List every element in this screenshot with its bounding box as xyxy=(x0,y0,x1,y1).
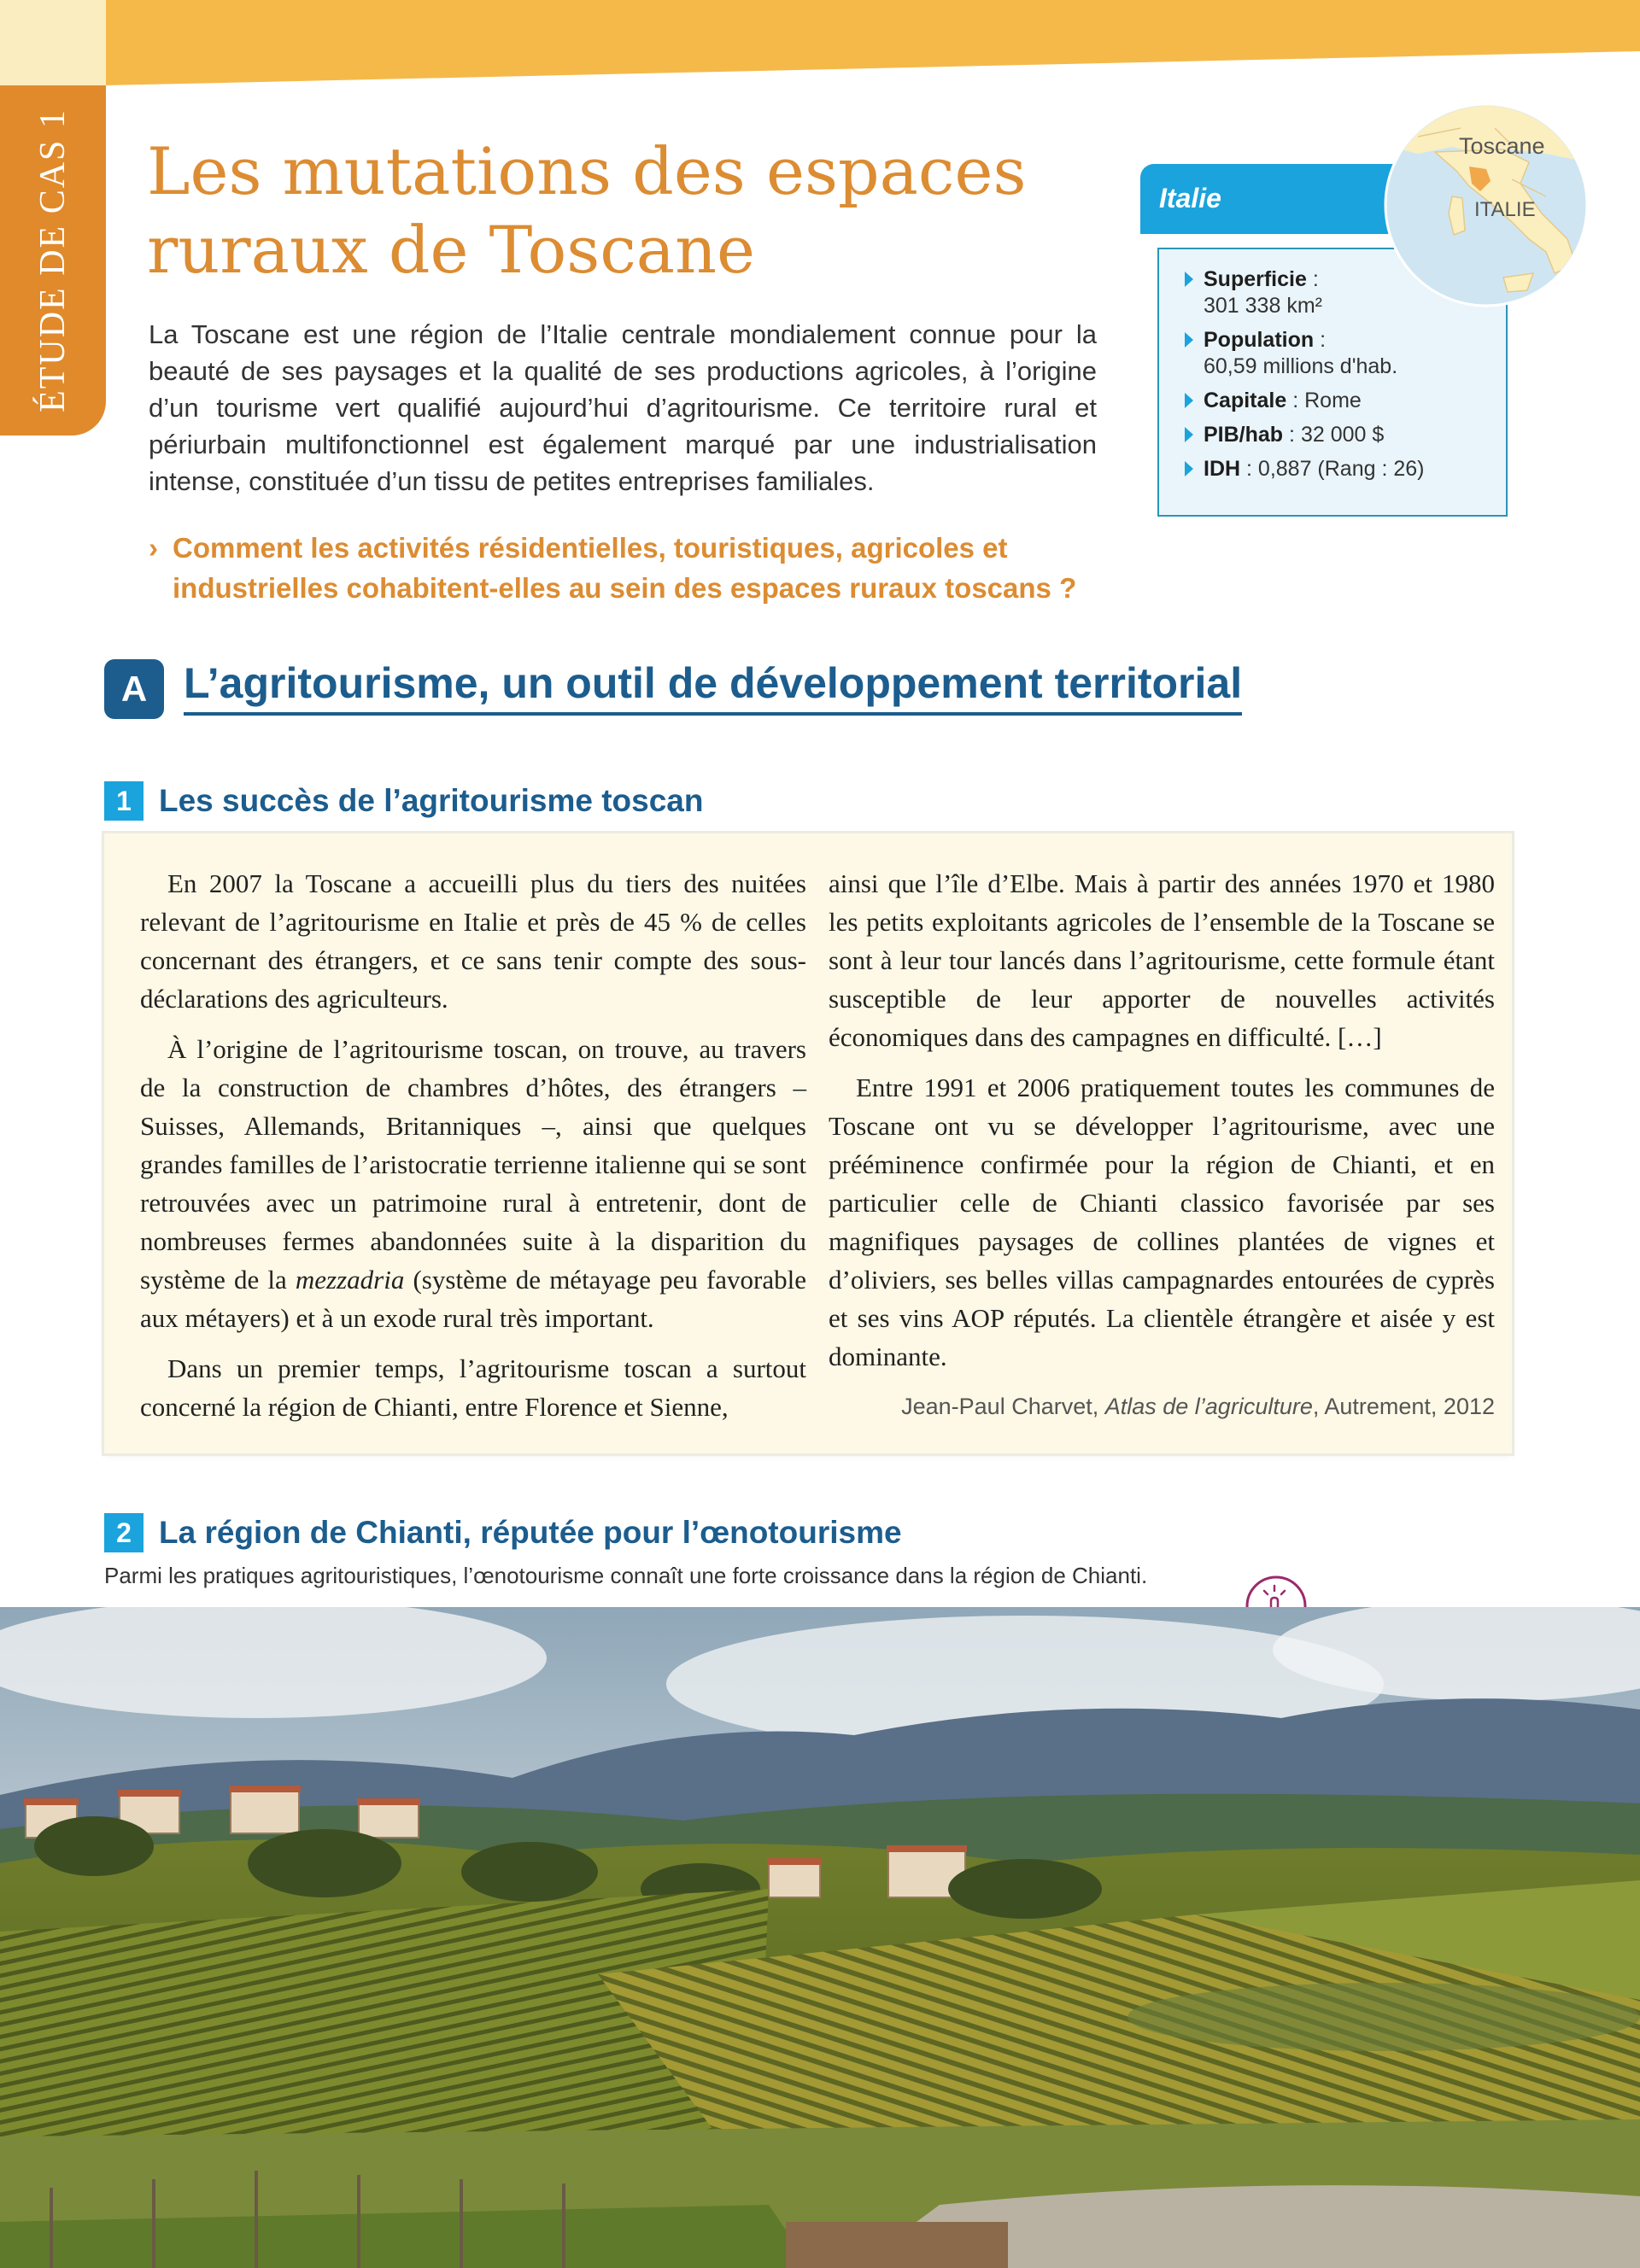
paragraph: En 2007 la Toscane a accueilli plus du tiers des nuitées relevant de l’agritourisme en Italie et près de 45 % de celles concernant des étrangers, et ce sans tenir compte des sous-déclarations des agriculteurs. xyxy=(140,868,806,1014)
paragraph: Entre 1991 et 2006 pratiquement toutes les communes de Toscane ont vu se développer l’agritourisme, avec une prééminence confirmée pour la région de Chianti, et en particulier celle de Chianti classico favorisée par ses magnifiques paysages de collines plantées de vignes et d’oliviers, ses belles villas campagnardes entourées de cyprès et ses vins AOP réputés. La clientèle étrangère et aisée y est dominante. xyxy=(829,1073,1495,1371)
map-label-italie: ITALIE xyxy=(1474,198,1536,221)
chianti-vineyard-photo xyxy=(0,1607,1640,2268)
fact-label: IDH xyxy=(1204,457,1241,481)
paragraph: À l’origine de l’agritourisme toscan, on trouve, au travers de la construction de chambres d’hôtes, des étrangers – Suisses, Allemands, Britanniques –, ainsi que quelques grandes familles de l’aristocratie terrienne italienne qui se sont retrouvées avec un patrimoine rural à entretenir, dont de nombreuses fermes abandonnées suite à la disparition du système de la mezzadria (système de métayage peu favorable aux métayers) et à un exode rural très important. xyxy=(140,1034,807,1333)
case-study-label: ÉTUDE DE CAS 1 xyxy=(33,108,73,412)
doc-title: Les succès de l’agritourisme toscan xyxy=(159,783,704,818)
italy-locator-map xyxy=(1384,102,1589,307)
text-column-left xyxy=(140,864,806,1438)
fact-label: Capitale xyxy=(1204,389,1287,412)
paragraph: Dans un premier temps, l’agritourisme toscan a surtout concerné la région de Chianti, entre Florence et Sienne, xyxy=(140,1353,806,1422)
section-title: L’agritourisme, un outil de développement territorial xyxy=(184,658,1242,716)
doc-number: 1 xyxy=(104,781,144,821)
page-title: Les mutations des espaces ruraux de Toscane xyxy=(147,133,1027,288)
italic-term: mezzadria xyxy=(295,1265,405,1295)
bullet-triangle-icon xyxy=(1185,427,1193,442)
fact-box-header xyxy=(1140,164,1422,234)
fact-label: PIB/hab xyxy=(1204,423,1284,447)
source-citation: Jean-Paul Charvet, Atlas de l’agriculture, Autrement, 2012 xyxy=(901,1394,1495,1419)
problem-question xyxy=(149,528,1097,608)
map-label-toscane: Toscane xyxy=(1459,133,1545,159)
fact-item-population: Population : 60,59 millions d'hab. xyxy=(1185,327,1496,380)
fact-value: 32 000 $ xyxy=(1300,423,1385,447)
fact-value: 60,59 millions d'hab. xyxy=(1204,354,1398,378)
bullet-triangle-icon xyxy=(1185,393,1193,408)
paragraph: ainsi que l’île d’Elbe. Mais à partir des années 1970 et 1980 les petits exploitants agricoles de l’ensemble de la Toscane se sont à leur tour lancés dans l’agritourisme, cette formule étant susceptible de leur apporter de nouvelles activités économiques dans des campagnes en difficulté. […] xyxy=(829,868,1495,1052)
document-text-box xyxy=(104,833,1512,1453)
fact-label: Population xyxy=(1204,328,1315,352)
source-work: Atlas de l’agriculture xyxy=(1104,1394,1313,1419)
doc-caption: Parmi les pratiques agritouristiques, l’œnotourisme connaît une forte croissance dans la région de Chianti. xyxy=(104,1563,1148,1588)
bullet-triangle-icon xyxy=(1185,461,1193,476)
bullet-triangle-icon xyxy=(1185,332,1193,348)
fact-label: Superficie xyxy=(1204,267,1307,291)
fact-item-pib: PIB/hab : 32 000 $ xyxy=(1185,422,1496,448)
fact-value: 301 338 km² xyxy=(1204,294,1322,318)
fact-item-idh: IDH : 0,887 (Rang : 26) xyxy=(1185,456,1496,482)
fact-box-title: Italie xyxy=(1159,183,1221,213)
top-banner xyxy=(0,0,1640,85)
text-column-right xyxy=(829,864,1495,1426)
chevron-right-icon: › xyxy=(149,532,158,564)
fact-value: 0,887 (Rang : 26) xyxy=(1257,457,1425,481)
case-study-tab xyxy=(0,85,106,435)
fact-value: Rome xyxy=(1304,389,1362,412)
doc-number: 2 xyxy=(104,1513,144,1552)
fact-item-capitale: Capitale : Rome xyxy=(1185,388,1496,414)
question-text: Comment les activités résidentielles, touristiques, agricoles et industrielles cohabitent-elles au sein des espaces ruraux toscans ? xyxy=(173,532,1077,604)
doc-title: La région de Chianti, réputée pour l’œnotourisme xyxy=(159,1515,902,1550)
fact-item-superficie: Superficie : 301 338 km² xyxy=(1185,266,1496,319)
bullet-triangle-icon xyxy=(1185,272,1193,287)
section-badge: A xyxy=(104,659,164,719)
intro-paragraph: La Toscane est une région de l’Italie centrale mondialement connue pour la beauté de ses paysages et la qualité de ses productions agricoles, à l’origine d’un tourisme vert qualifié aujourd’hui d’agritourisme. Ce territoire rural et périurbain multifonctionnel est également marqué par une industrialisation intense, constituée d’un tissu de petites entreprises familiales. xyxy=(149,319,1097,496)
